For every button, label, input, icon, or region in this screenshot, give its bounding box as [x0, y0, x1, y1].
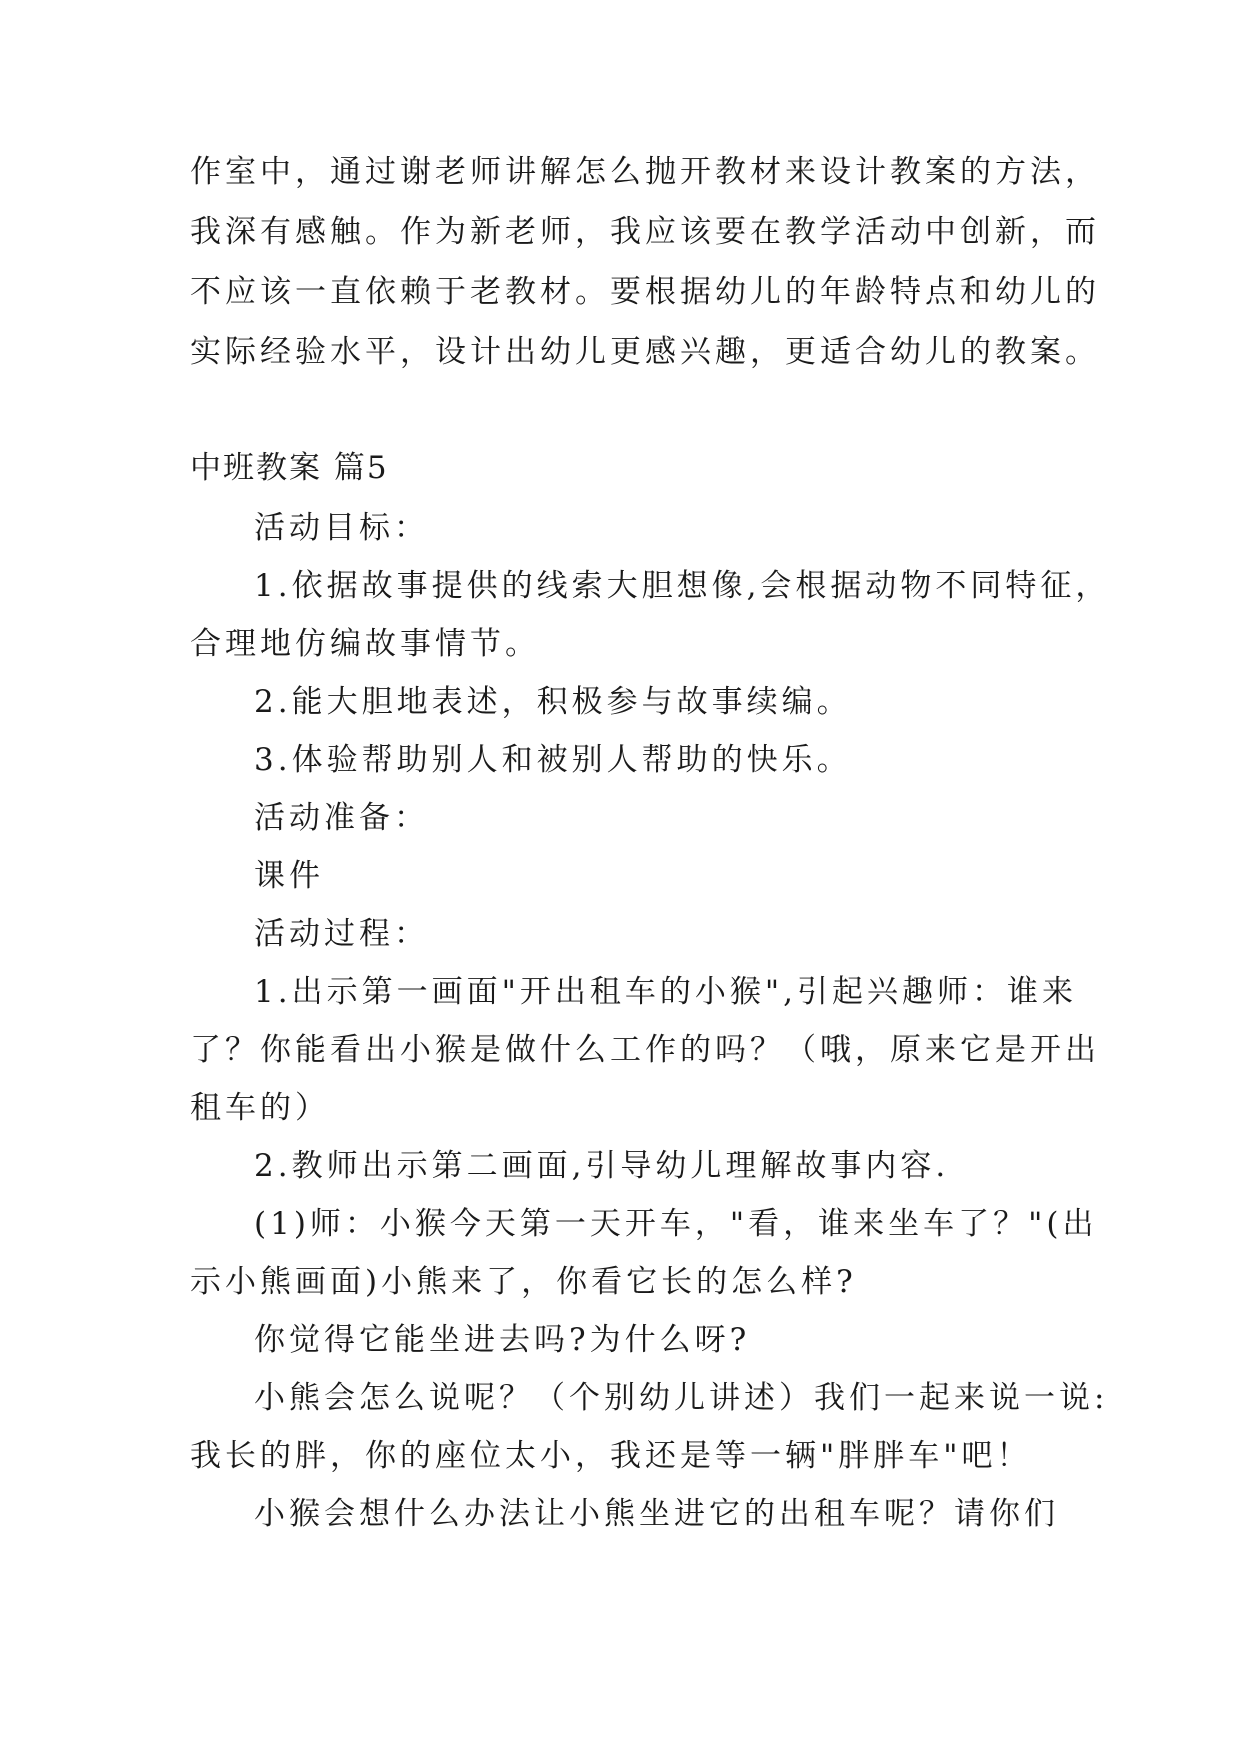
monkey-question-line: 小猴会想什么办法让小熊坐进它的出租车呢？请你们: [254, 1496, 1059, 1532]
intro-line-3: 不应该一直依赖于老教材。要根据幼儿的年龄特点和幼儿的: [190, 274, 1100, 310]
intro-line-2: 我深有感触。作为新老师，我应该要在教学活动中创新，而: [190, 214, 1100, 250]
bear-speech-line-1: 小熊会怎么说呢？（个别幼儿讲述）我们一起来说一说:: [254, 1380, 1109, 1416]
process-1-line-2: 了？你能看出小猴是做什么工作的吗？（哦，原来它是开出: [190, 1032, 1100, 1068]
preparation-item: 课件: [254, 858, 324, 894]
process-2-1-line-2: 示小熊画面)小熊来了，你看它长的怎么样?: [190, 1264, 857, 1300]
objective-2: 2.能大胆地表述，积极参与故事续编。: [254, 684, 852, 720]
process-heading: 活动过程：: [254, 916, 429, 952]
question-line: 你觉得它能坐进去吗?为什么呀?: [254, 1322, 751, 1358]
intro-line-1: 作室中，通过谢老师讲解怎么抛开教材来设计教案的方法，: [190, 154, 1100, 190]
process-1-line-1: 1.出示第一画面"开出租车的小猴",引起兴趣师：谁来: [254, 974, 1077, 1010]
process-2: 2.教师出示第二画面,引导幼儿理解故事内容.: [254, 1148, 950, 1184]
objectives-heading: 活动目标：: [254, 510, 429, 546]
preparation-heading: 活动准备：: [254, 800, 429, 836]
bear-speech-line-2: 我长的胖，你的座位太小，我还是等一辆"胖胖车"吧！: [190, 1438, 1032, 1474]
section-title: 中班教案 篇5: [190, 450, 389, 486]
objective-3: 3.体验帮助别人和被别人帮助的快乐。: [254, 742, 852, 778]
process-2-1-line-1: (1)师：小猴今天第一天开车，"看，谁来坐车了？"(出: [254, 1206, 1098, 1242]
intro-line-4: 实际经验水平，设计出幼儿更感兴趣，更适合幼儿的教案。: [190, 334, 1100, 370]
objective-1-line-2: 合理地仿编故事情节。: [190, 626, 540, 662]
process-1-line-3: 租车的）: [190, 1090, 330, 1126]
objective-1-line-1: 1.依据故事提供的线索大胆想像,会根据动物不同特征，: [254, 568, 1111, 604]
